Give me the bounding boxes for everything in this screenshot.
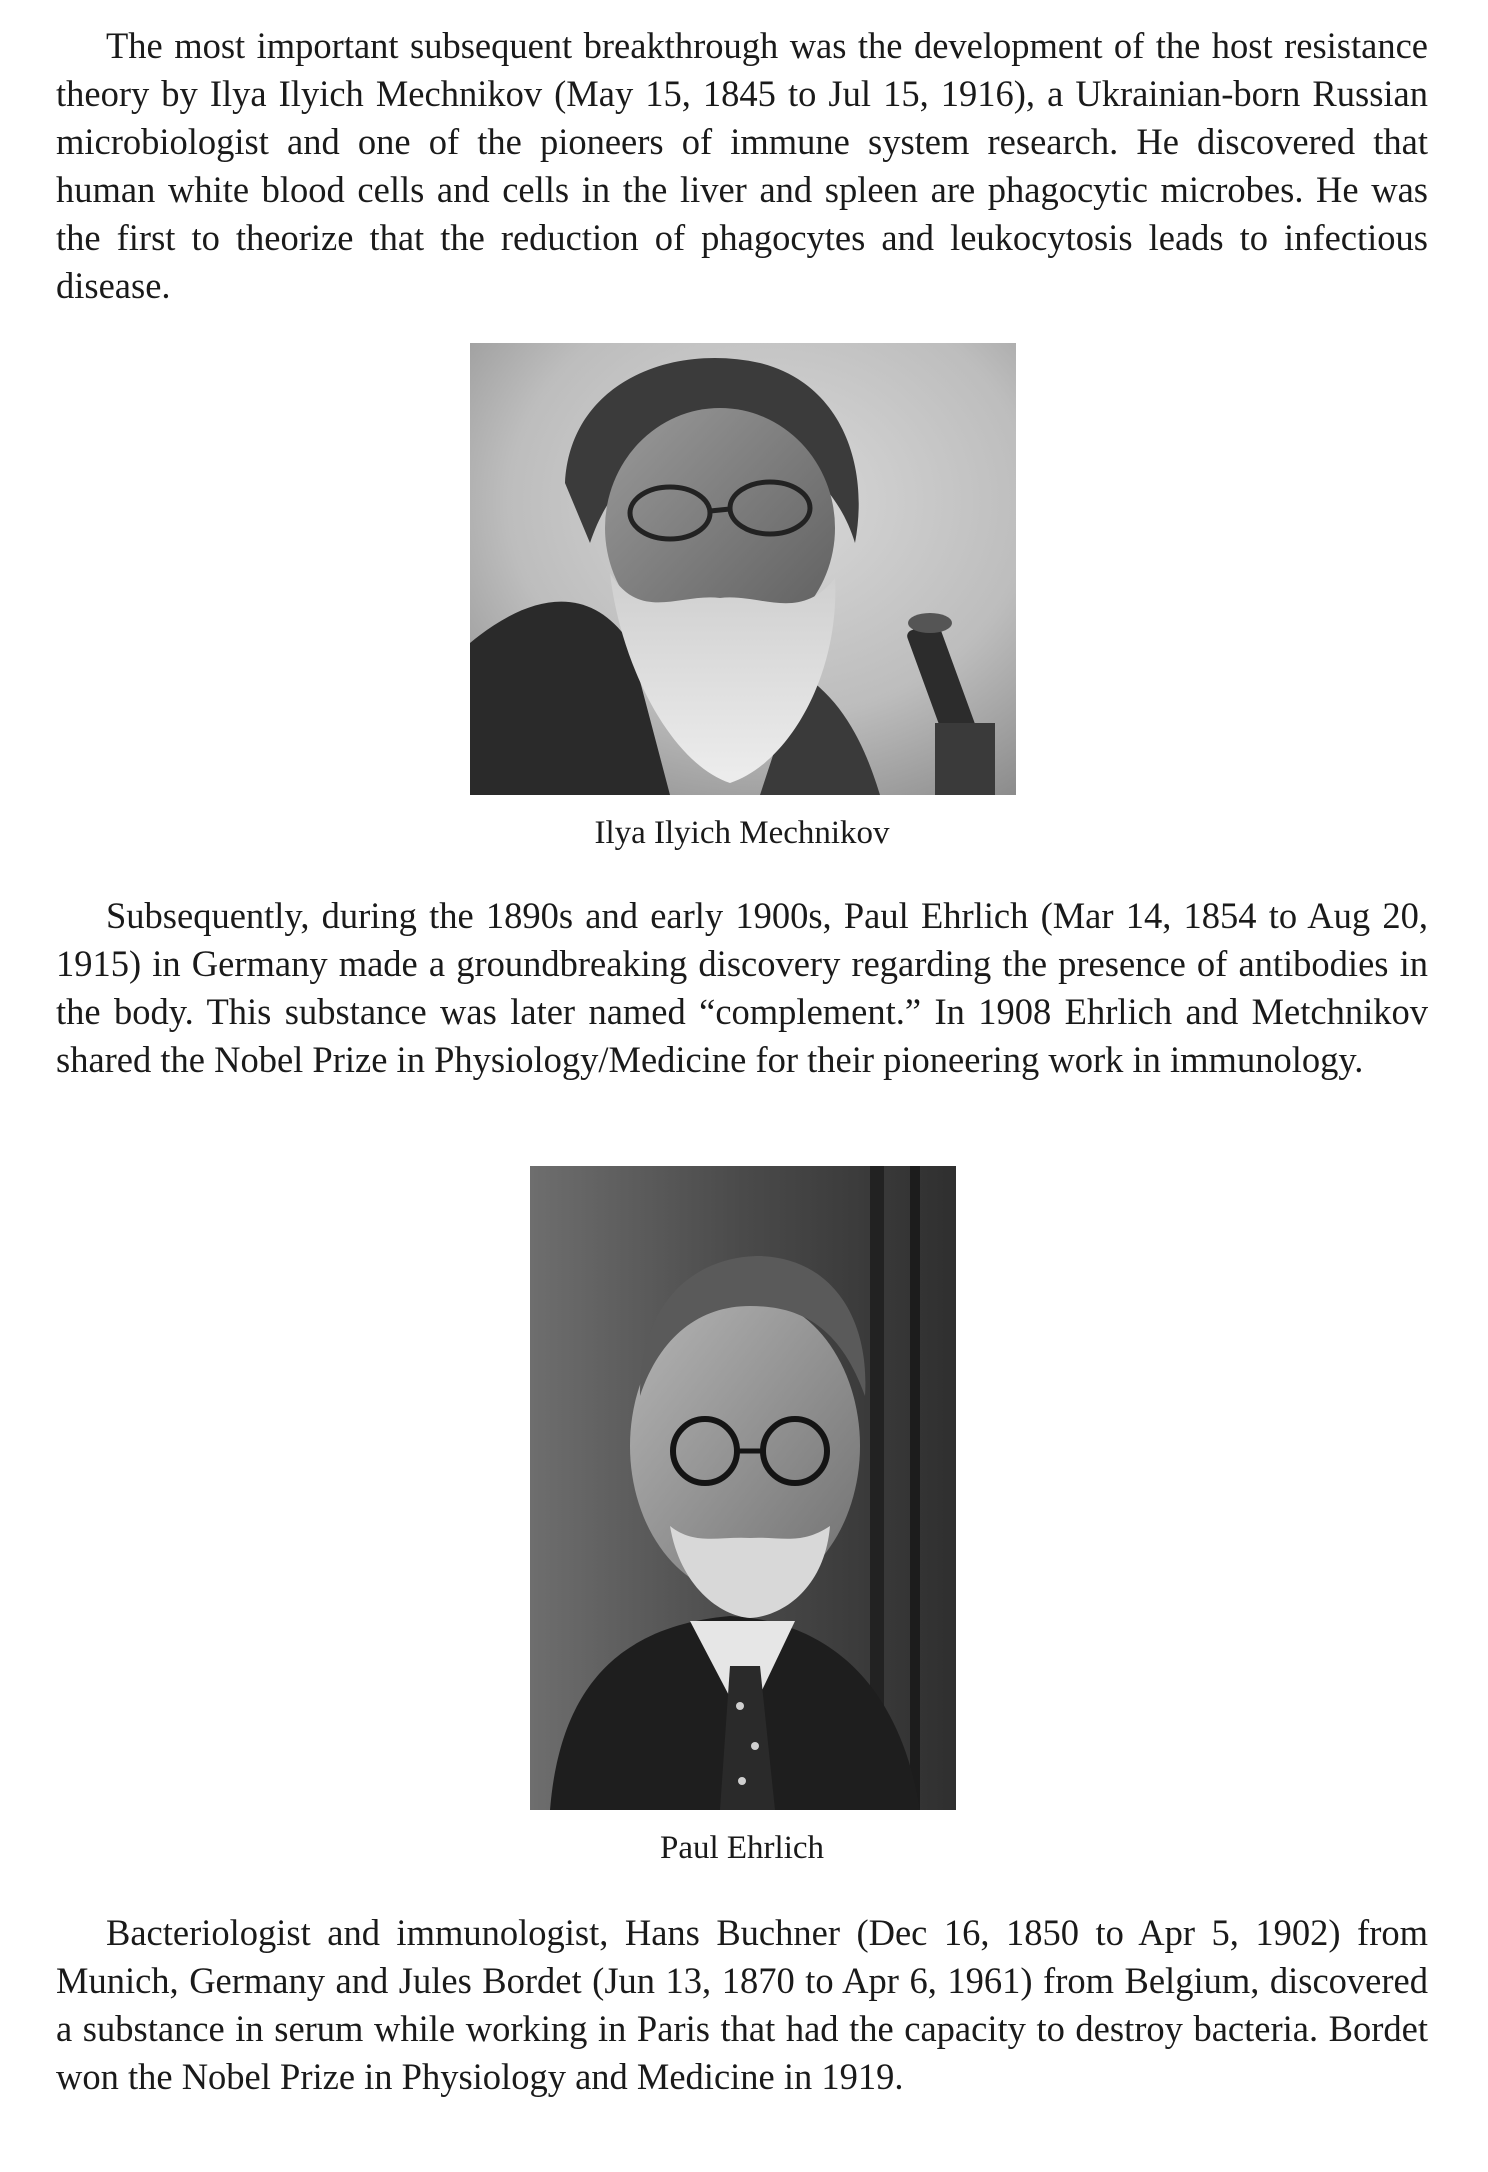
paragraph-mechnikov: The most important subsequent breakthrough was the development of the host resistance theory by Ilya Ilyich Mechnikov (May 15, 1845 to Jul 15, 1916), a Ukrainian-born Russian microbiologist and one of the pioneers of immune system research. He discovered that human white blood cells and cells in the liver and spleen are phagocytic microbes. He was the first to theorize that the reduction of phagocytes and leukocytosis leads to infectious disease.	[56, 25, 1428, 306]
ehrlich-portrait-photo	[530, 1166, 956, 1810]
figure-caption-mechnikov: Ilya Ilyich Mechnikov	[594, 815, 890, 851]
mechnikov-portrait-photo	[470, 343, 1016, 795]
paragraph-buchner-bordet: Bacteriologist and immunologist, Hans Buchner (Dec 16, 1850 to Apr 5, 1902) from Munich, Germany and Jules Bordet (Jun 13, 1870 to Apr 6, 1961) from Belgium, discovered a substance in serum while working in Paris that had the capacity to destroy bacteria. Bordet won the Nobel Prize in Physiology and Medicine in 1919.	[56, 1912, 1428, 2097]
paragraph-ehrlich: Subsequently, during the 1890s and early 1900s, Paul Ehrlich (Mar 14, 1854 to Aug 20, 1915) in Germany made a groundbreaking discovery regarding the presence of antibodies in the body. This substance was later named “complement.” In 1908 Ehrlich and Metchnikov shared the Nobel Prize in Physiology/Medicine for their pioneering work in immunology.	[56, 895, 1428, 1080]
figure-caption-ehrlich: Paul Ehrlich	[659, 1830, 825, 1866]
